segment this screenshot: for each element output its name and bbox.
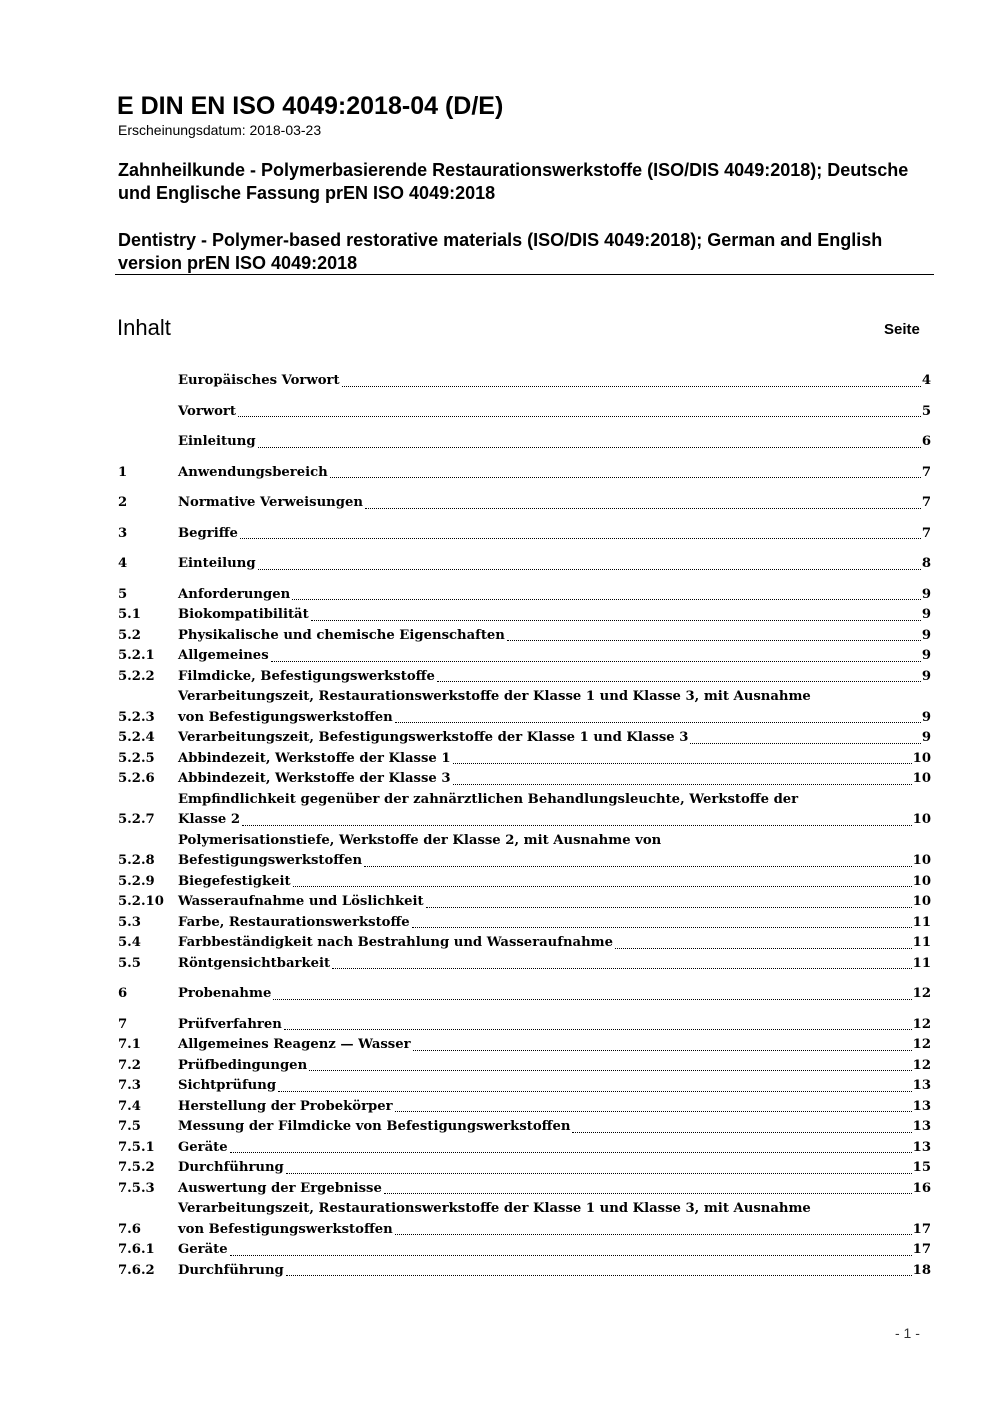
toc-entry-title: Anwendungsbereich [178, 464, 328, 480]
toc-entry[interactable] [118, 728, 931, 749]
toc-entry-title: von Befestigungswerkstoffen [178, 709, 393, 725]
toc-dot-leader [278, 1091, 912, 1092]
toc-entry-page: 9 [921, 668, 931, 684]
toc-entry-page: 9 [921, 709, 931, 725]
toc-entry-page: 9 [921, 586, 931, 602]
toc-dot-leader [230, 1152, 912, 1153]
toc-entry-number: 7.5.3 [118, 1180, 155, 1196]
toc-entry-page: 9 [921, 627, 931, 643]
toc-dot-leader [507, 640, 921, 641]
toc-dot-leader [273, 999, 911, 1000]
toc-entry[interactable] [118, 667, 931, 688]
toc-entry-number: 5.2.5 [118, 750, 155, 766]
toc-entry[interactable] [118, 749, 931, 770]
toc-entry-title: Sichtprüfung [178, 1078, 277, 1093]
toc-dot-leader [690, 743, 920, 744]
toc-entry-number: 3 [118, 525, 128, 541]
toc-entry-title: Röntgensichtbarkeit [178, 955, 331, 971]
toc-entry-number: 7.6 [118, 1221, 141, 1237]
toc-dot-leader [284, 1029, 912, 1030]
toc-entry-title: Physikalische und chemische Eigenschaften [178, 627, 505, 643]
toc-entry-page: 13 [912, 1098, 931, 1114]
toc-entry[interactable] [118, 687, 931, 728]
toc-entry[interactable] [118, 1076, 931, 1097]
toc-entry[interactable] [118, 892, 931, 913]
toc-dot-leader [286, 1275, 912, 1276]
toc-entry-title: Einleitung [178, 434, 256, 449]
toc-entry[interactable] [118, 1158, 931, 1179]
toc-entry-title: Befestigungswerkstoffen [178, 853, 363, 868]
toc-entry-title: Farbbeständigkeit nach Bestrahlung und Wasseraufnahme [178, 935, 614, 950]
toc-dot-leader [332, 968, 912, 969]
toc-entry-page: 9 [921, 730, 931, 745]
toc-entry[interactable] [118, 1056, 931, 1077]
toc-entry[interactable] [118, 371, 931, 392]
toc-entry-page: 17 [912, 1221, 931, 1237]
toc-entry[interactable] [118, 913, 931, 934]
toc-entry[interactable] [118, 954, 931, 975]
toc-entry-number: 5 [118, 586, 128, 602]
toc-dot-leader [453, 784, 912, 785]
toc-entry-title: Normative Verweisungen [178, 495, 363, 510]
toc-entry-title: Durchführung [178, 1262, 284, 1278]
document-number: E DIN EN ISO 4049:2018-04 (D/E) [117, 92, 504, 120]
toc-entry[interactable] [118, 1179, 931, 1200]
toc-entry-title: Biokompatibilität [178, 607, 309, 622]
toc-entry-number: 7.4 [118, 1098, 141, 1114]
toc-entry-number: 5.2.9 [118, 873, 155, 889]
toc-entry-number: 7.2 [118, 1057, 141, 1073]
toc-entry[interactable] [118, 524, 931, 545]
toc-entry-title: Geräte [178, 1242, 228, 1257]
toc-entry[interactable] [118, 872, 931, 893]
toc-entry-title: Biegefestigkeit [178, 873, 291, 889]
toc-entry-page: 16 [912, 1180, 931, 1196]
toc-entry-number: 4 [118, 556, 128, 571]
title-german: Zahnheilkunde - Polymerbasierende Restaurationswerkstoffe (ISO/DIS 4049:2018); Deutsche und Englische Fassung prEN ISO 4049:2018 [118, 160, 909, 203]
toc-entry-number: 5.2.3 [118, 709, 155, 725]
toc-entry-title: Begriffe [178, 525, 238, 541]
title-english: Dentistry - Polymer-based restorative materials (ISO/DIS 4049:2018); German and English version prEN ISO 4049:2018 [118, 230, 883, 273]
toc-dot-leader [413, 1050, 912, 1051]
toc-entry-title: Allgemeines Reagenz — Wasser [178, 1037, 411, 1052]
toc-entry[interactable] [118, 605, 931, 626]
toc-entry-page: 11 [912, 955, 931, 971]
toc-entry-number: 7.6.1 [118, 1242, 155, 1257]
toc-entry-title: Geräte [178, 1139, 228, 1155]
toc-dot-leader [453, 763, 912, 764]
toc-entry-title-line: Verarbeitungszeit, Restaurationswerkstoffe der Klasse 1 und Klasse 3, mit Ausnahme [178, 689, 811, 704]
toc-entry[interactable] [118, 831, 931, 872]
toc-entry-page: 9 [921, 607, 931, 622]
publication-date: Erscheinungsdatum: 2018-03-23 [118, 122, 322, 138]
toc-dot-leader [572, 1132, 911, 1133]
toc-dot-leader [330, 477, 921, 478]
toc-entry[interactable] [118, 585, 931, 606]
toc-entry-number: 5.2.8 [118, 853, 155, 868]
toc-entry-page: 11 [912, 914, 931, 930]
toc-entry-page: 11 [912, 935, 931, 950]
toc-entry-number: 7.5 [118, 1119, 141, 1134]
toc-entry-number: 7.5.1 [118, 1139, 155, 1155]
toc-dot-leader [240, 538, 921, 539]
toc-entry-page: 13 [912, 1078, 931, 1093]
toc-entry[interactable] [118, 554, 931, 575]
toc-entry-page: 12 [912, 1037, 931, 1052]
toc-dot-leader [242, 825, 912, 826]
toc-entry-number: 5.2.1 [118, 648, 155, 663]
toc-entry-title: Abbindezeit, Werkstoffe der Klasse 3 [178, 771, 451, 786]
toc-entry[interactable] [118, 1015, 931, 1036]
table-of-contents [118, 371, 931, 1281]
toc-entry-page: 10 [912, 894, 931, 909]
toc-dot-leader [437, 681, 921, 682]
toc-entry-title-line: Empfindlichkeit gegenüber der zahnärztlichen Behandlungsleuchte, Werkstoffe der [178, 791, 799, 807]
toc-entry[interactable] [118, 790, 931, 831]
toc-entry[interactable] [118, 646, 931, 667]
toc-heading: Inhalt [117, 315, 171, 340]
toc-entry-title: Einteilung [178, 556, 256, 571]
toc-entry-page: 13 [912, 1139, 931, 1155]
toc-dot-leader [309, 1070, 911, 1071]
toc-entry-page: 4 [921, 373, 931, 388]
toc-entry-title: Abbindezeit, Werkstoffe der Klasse 1 [178, 750, 451, 766]
toc-entry-number: 5.2.6 [118, 771, 155, 786]
toc-entry-title: Wasseraufnahme und Löslichkeit [178, 894, 424, 909]
toc-entry-number: 5.2.2 [118, 668, 155, 684]
toc-entry-title: Probenahme [178, 986, 272, 1001]
toc-entry-number: 5.2 [118, 627, 141, 643]
toc-entry[interactable] [118, 463, 931, 484]
toc-entry[interactable] [118, 402, 931, 423]
toc-dot-leader [292, 599, 921, 600]
toc-entry-title-line: Polymerisationstiefe, Werkstoffe der Klasse 2, mit Ausnahme von [178, 832, 662, 848]
toc-entry-number: 6 [118, 986, 128, 1001]
toc-entry[interactable] [118, 1199, 931, 1240]
toc-entry[interactable] [118, 1138, 931, 1159]
toc-entry-title: Verarbeitungszeit, Befestigungswerkstoffe der Klasse 1 und Klasse 3 [178, 730, 689, 745]
toc-dot-leader [230, 1255, 912, 1256]
toc-entry-title: Klasse 2 [178, 812, 241, 827]
toc-entry-page: 10 [912, 853, 931, 868]
toc-dot-leader [615, 948, 912, 949]
toc-entry-page: 12 [912, 1057, 931, 1073]
toc-entry-page: 7 [921, 464, 931, 480]
toc-entry-page: 5 [921, 403, 931, 419]
toc-entry-number: 5.2.10 [118, 894, 164, 909]
toc-entry-number: 7.6.2 [118, 1262, 155, 1278]
toc-entry-page: 10 [912, 750, 931, 766]
toc-dot-leader [238, 416, 921, 417]
toc-dot-leader [365, 508, 921, 509]
toc-dot-leader [293, 886, 912, 887]
toc-page-column-label: Seite [884, 321, 920, 338]
toc-entry-page: 13 [912, 1119, 931, 1134]
toc-entry[interactable] [118, 493, 931, 514]
toc-entry-page: 10 [912, 873, 931, 889]
toc-entry[interactable] [118, 984, 931, 1005]
toc-entry-number: 5.2.4 [118, 730, 155, 745]
toc-entry-page: 7 [921, 525, 931, 541]
toc-entry[interactable] [118, 1261, 931, 1282]
toc-entry-page: 6 [921, 434, 931, 449]
toc-entry-page: 18 [912, 1262, 931, 1278]
toc-entry-title: Messung der Filmdicke von Befestigungswerkstoffen [178, 1119, 571, 1134]
toc-entry-title: Herstellung der Probekörper [178, 1098, 393, 1114]
toc-dot-leader [426, 907, 912, 908]
toc-entry[interactable] [118, 432, 931, 453]
toc-entry-page: 10 [912, 812, 931, 827]
toc-entry-title: Allgemeines [178, 648, 269, 663]
toc-dot-leader [342, 386, 921, 387]
toc-entry[interactable] [118, 1240, 931, 1261]
toc-entry-number: 2 [118, 495, 128, 510]
toc-dot-leader [258, 569, 921, 570]
toc-entry-number: 5.1 [118, 607, 141, 622]
toc-entry-number: 7.3 [118, 1078, 141, 1093]
toc-dot-leader [258, 447, 921, 448]
toc-entry-number: 5.3 [118, 914, 141, 930]
toc-entry-page: 8 [921, 556, 931, 571]
toc-entry-title: Auswertung der Ergebnisse [178, 1180, 382, 1196]
toc-entry-page: 9 [921, 648, 931, 663]
toc-dot-leader [286, 1173, 912, 1174]
header-divider [115, 274, 934, 275]
toc-dot-leader [364, 866, 912, 867]
toc-entry-title: Vorwort [178, 403, 236, 419]
toc-entry-title: Durchführung [178, 1160, 284, 1175]
toc-entry-title-line: Verarbeitungszeit, Restaurationswerkstoffe der Klasse 1 und Klasse 3, mit Ausnahme [178, 1201, 811, 1216]
toc-entry-page: 12 [912, 1016, 931, 1032]
toc-entry-number: 5.5 [118, 955, 141, 971]
toc-dot-leader [395, 1234, 912, 1235]
toc-dot-leader [412, 927, 912, 928]
toc-dot-leader [311, 620, 921, 621]
toc-entry-number: 5.4 [118, 935, 141, 950]
toc-entry-number: 7.1 [118, 1037, 141, 1052]
toc-entry-title: von Befestigungswerkstoffen [178, 1221, 393, 1237]
toc-entry[interactable] [118, 1117, 931, 1138]
toc-entry[interactable] [118, 769, 931, 790]
toc-entry-page: 7 [921, 495, 931, 510]
toc-dot-leader [395, 722, 921, 723]
toc-entry-title: Anforderungen [178, 586, 291, 602]
toc-entry[interactable] [118, 1035, 931, 1056]
toc-entry-page: 10 [912, 771, 931, 786]
toc-dot-leader [395, 1111, 912, 1112]
toc-entry-page: 12 [912, 986, 931, 1001]
toc-entry-title: Prüfbedingungen [178, 1057, 308, 1073]
toc-dot-leader [271, 661, 921, 662]
toc-entry[interactable] [118, 933, 931, 954]
toc-entry[interactable] [118, 626, 931, 647]
toc-entry-page: 17 [912, 1242, 931, 1257]
toc-entry-title: Prüfverfahren [178, 1016, 282, 1032]
toc-entry-number: 7.5.2 [118, 1160, 155, 1175]
toc-entry-title: Filmdicke, Befestigungswerkstoffe [178, 668, 435, 684]
toc-entry-title: Farbe, Restaurationswerkstoffe [178, 914, 410, 930]
page-number: - 1 - [895, 1325, 920, 1341]
toc-entry[interactable] [118, 1097, 931, 1118]
toc-entry-number: 5.2.7 [118, 812, 155, 827]
toc-entry-number: 1 [118, 464, 128, 480]
toc-entry-number: 7 [118, 1016, 128, 1032]
toc-dot-leader [384, 1193, 912, 1194]
toc-entry-page: 15 [912, 1160, 931, 1175]
toc-entry-title: Europäisches Vorwort [178, 373, 340, 388]
